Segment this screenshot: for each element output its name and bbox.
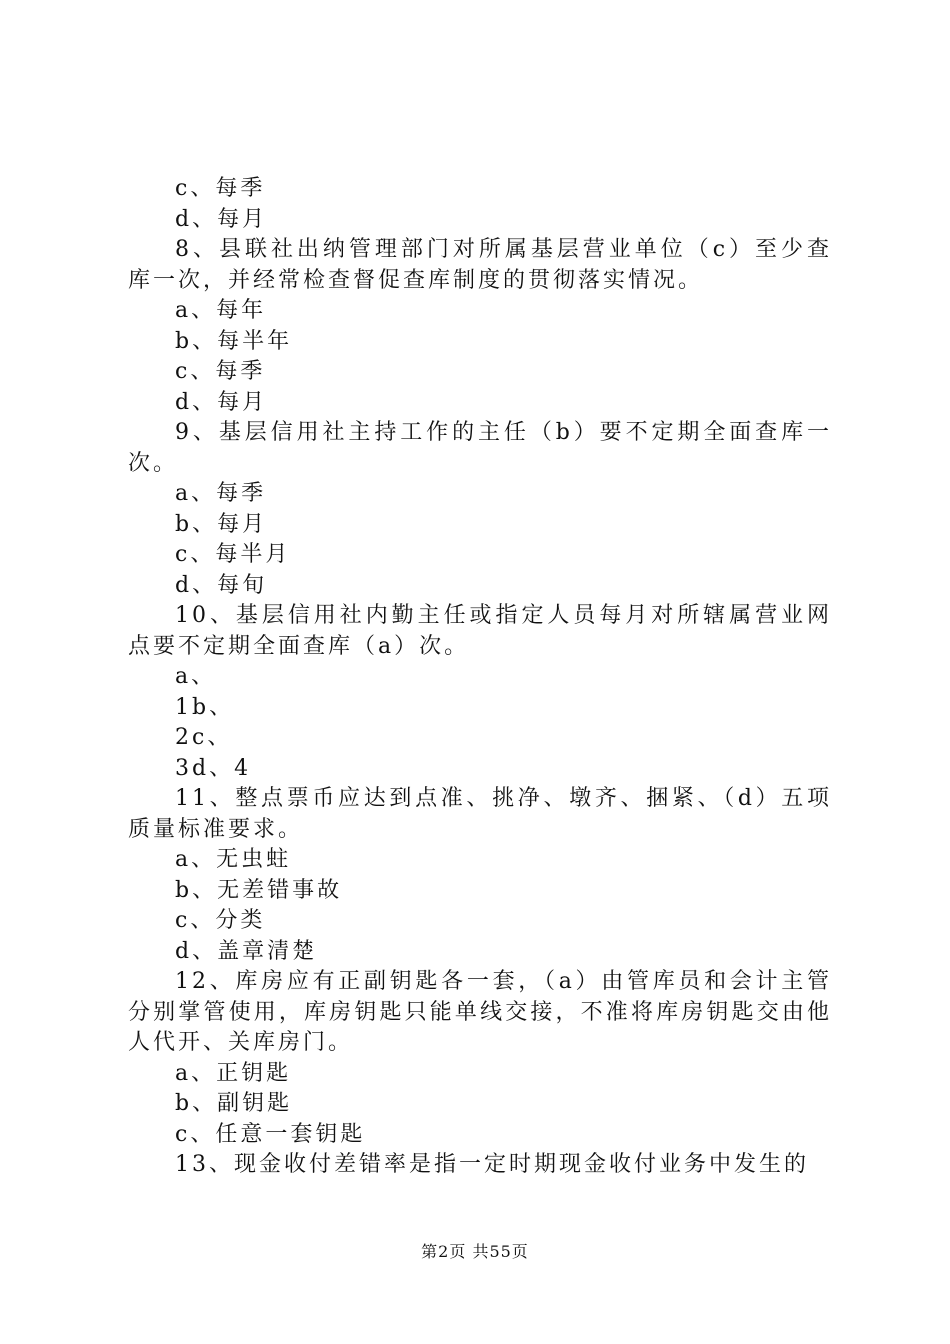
option-line: c、每季 [175, 359, 266, 384]
question-10: 10、基层信用社内勤主任或指定人员每月对所辖属营业网点要不定期全面查库（a）次。 [128, 603, 832, 659]
question-13: 13、现金收付差错率是指一定时期现金收付业务中发生的 [175, 1152, 809, 1177]
option-line: d、每月 [175, 389, 268, 415]
question-9: 9、基层信用社主持工作的主任（b）要不定期全面查库一次。 [128, 420, 832, 476]
option-line: c、每半月 [175, 542, 291, 567]
document-body [128, 174, 832, 1181]
option-line: d、每旬 [175, 572, 268, 598]
option-line: 3d、4 [175, 755, 252, 781]
page-footer: 第2页 共55页 [421, 1242, 529, 1261]
question-12: 12、库房应有正副钥匙各一套，（a）由管库员和会计主管分别掌管使用，库房钥匙只能单线交接，不准将库房钥匙交由他人代开、关库房门。 [128, 969, 832, 1055]
option-line: d、每月 [175, 206, 268, 232]
option-line: a、正钥匙 [175, 1060, 292, 1086]
option-line: c、任意一套钥匙 [175, 1121, 366, 1147]
option-line: b、每半年 [175, 328, 293, 354]
option-line: b、副钥匙 [175, 1091, 293, 1116]
option-line: c、每季 [175, 176, 266, 201]
option-line: d、盖章清楚 [175, 938, 318, 964]
question-11: 11、整点票币应达到点准、挑净、墩齐、捆紧、（d）五项质量标准要求。 [128, 786, 832, 842]
option-line: a、 [175, 664, 217, 689]
question-8: 8、县联社出纳管理部门对所属基层营业单位（c）至少查库一次，并经常检查督促查库制度的贯彻落实情况。 [128, 237, 832, 293]
option-line: a、每年 [175, 298, 267, 323]
option-line: b、每月 [175, 511, 268, 537]
option-line: c、分类 [175, 908, 266, 933]
option-line: a、无虫蛀 [175, 847, 292, 872]
option-line: 1b、 [175, 694, 235, 720]
option-line: 2c、 [175, 725, 233, 750]
option-line: b、无差错事故 [175, 877, 343, 903]
option-line: a、每季 [175, 481, 267, 506]
